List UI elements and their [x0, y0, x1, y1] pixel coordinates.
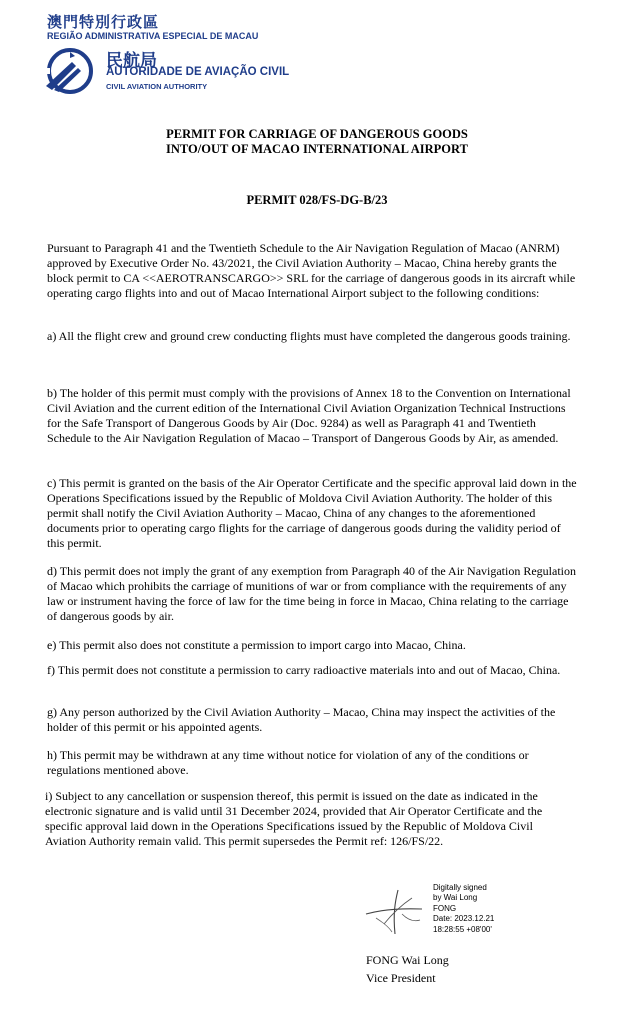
- authority-name-chinese: 民航局: [106, 51, 157, 71]
- region-name-portuguese: REGIÃO ADMINISTRATIVA ESPECIAL DE MACAU: [47, 31, 259, 41]
- region-name-chinese: 澳門特別行政區: [47, 13, 160, 31]
- permit-number: PERMIT 028/FS-DG-B/23: [246, 193, 388, 207]
- digital-signature-line: Date: 2023.12.21: [433, 914, 495, 924]
- digital-signature-line: Digitally signed: [433, 883, 487, 892]
- condition-g: g) Any person authorized by the Civil Aviation Authority – Macao, China may inspect the activities of the holder of this permit or his appointed agents.: [47, 705, 556, 734]
- signer-name: FONG Wai Long: [366, 953, 449, 967]
- condition-e: e) This permit also does not constitute a permission to import cargo into Macao, China.: [47, 638, 466, 652]
- document-title-line-1: PERMIT FOR CARRIAGE OF DANGEROUS GOODS: [166, 127, 468, 141]
- condition-h: h) This permit may be withdrawn at any time without notice for violation of any of the conditions or regulations mentioned above.: [47, 748, 529, 777]
- condition-b: b) The holder of this permit must comply with the provisions of Annex 18 to the Convention on International Civil Aviation and the current edition of the International Civil Aviation Organization Technical Instructions for the Safe Transport of Dangerous Goods by Air (Doc. 9284) as well as Paragraph 41 and Twentieth Schedule to the Air Navigation Regulation of Macao – Transport of Dangerous Goods by Air, as amended.: [47, 386, 571, 445]
- digital-signature-line: 18:28:55 +08'00': [433, 924, 492, 934]
- signer-role: Vice President: [366, 971, 436, 985]
- handwritten-signature-icon: [362, 884, 430, 940]
- intro-paragraph: Pursuant to Paragraph 41 and the Twentieth Schedule to the Air Navigation Regulation of Macao (ANRM) approved by Executive Order No. 43/2021, the Civil Aviation Authority – Macao, China hereby grants the block permit to CA <<AEROTRANSCARGO>> SRL for the carriage of dangerous goods in its aircraft while operating cargo flights into and out of Macao International Airport subject to the following conditions:: [47, 241, 576, 300]
- condition-d: d) This permit does not imply the grant of any exemption from Paragraph 40 of the Air Navigation Regulation of Macao which prohibits the carriage of munitions of war or from compliance with the requirements of any law or instrument having the force of law for the time being in force in Macao, China relating to the carriage of dangerous goods by air.: [47, 564, 577, 623]
- digital-signature-line: FONG: [433, 903, 457, 913]
- condition-i: i) Subject to any cancellation or suspension thereof, this permit is issued on the date as indicated in the electronic signature and is valid until 31 December 2024, provided that Air Operator Certificate and the specific approval laid down in the Operations Specifications issued by the Republic of Moldova Civil Aviation Authority remain valid. This permit supersedes the Permit ref: 126/FS/22.: [45, 789, 543, 848]
- authority-name-portuguese: AUTORIDADE DE AVIAÇÃO CIVIL: [106, 66, 290, 78]
- condition-f: f) This permit does not constitute a permission to carry radioactive materials into and out of Macao, China.: [47, 663, 561, 677]
- document-title-line-2: INTO/OUT OF MACAO INTERNATIONAL AIRPORT: [166, 142, 468, 156]
- digital-signature-line: by Wai Long: [433, 893, 478, 903]
- condition-a: a) All the flight crew and ground crew conducting flights must have completed the dangerous goods training.: [47, 329, 571, 343]
- authority-name-english: CIVIL AVIATION AUTHORITY: [106, 82, 208, 91]
- digital-signature-stamp: [433, 883, 494, 935]
- civil-aviation-authority-logo-icon: [42, 46, 98, 96]
- condition-c: c) This permit is granted on the basis of the Air Operator Certificate and the specific approval laid down in the Operations Specifications issued by the Republic of Moldova Civil Aviation Authority. The holder of this permit shall notify the Civil Aviation Authority – Macao, China of any changes to the aforementioned documents prior to operating cargo flights for the carriage of dangerous goods during the validity period of this permit.: [47, 476, 577, 550]
